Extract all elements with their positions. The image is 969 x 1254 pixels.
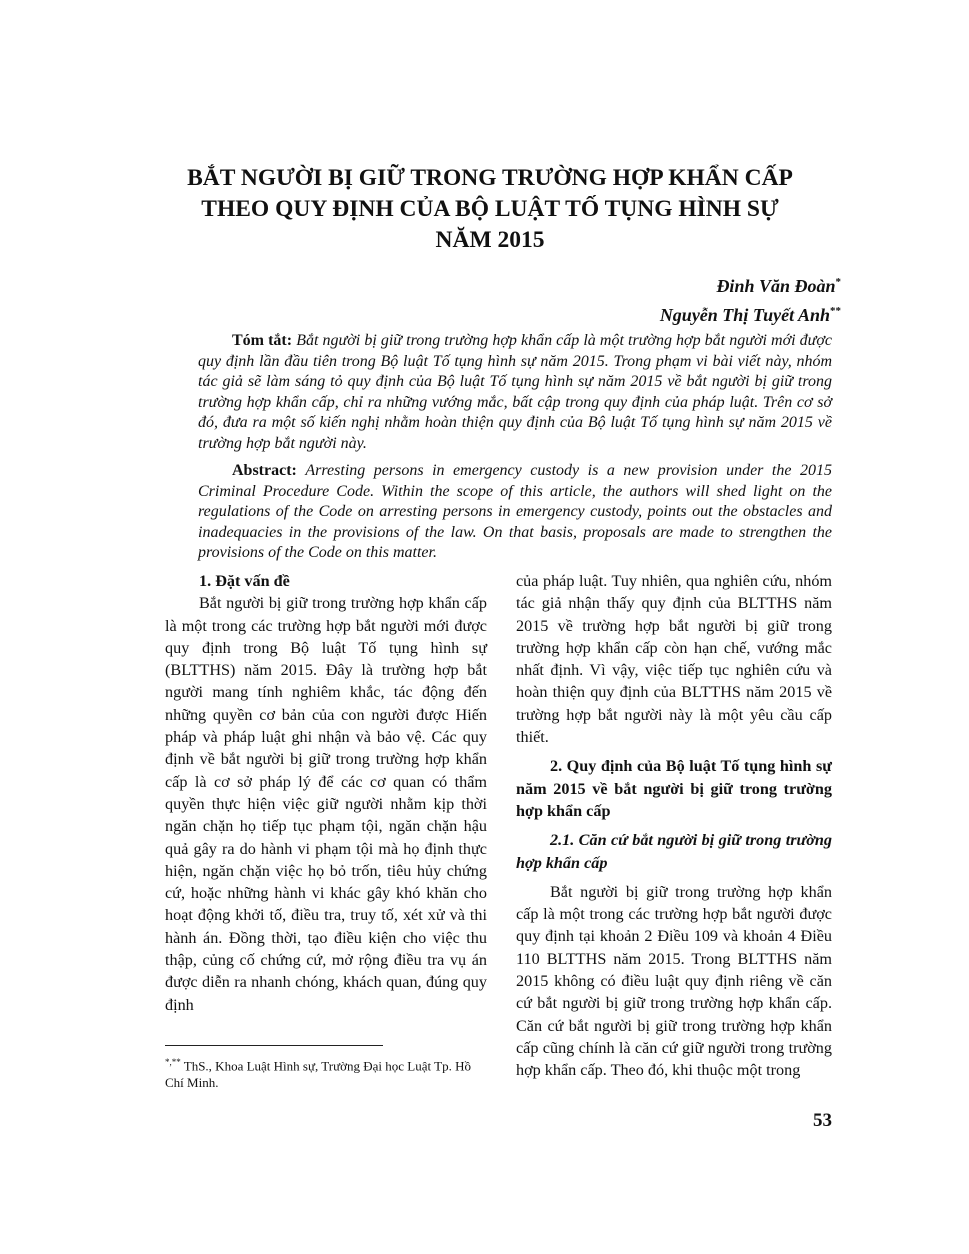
author-list — [660, 270, 841, 328]
abstract-english — [198, 461, 832, 564]
footnote — [165, 1054, 487, 1091]
left-column — [165, 570, 487, 1016]
title-line-2: THEO QUY ĐỊNH CỦA BỘ LUẬT TỐ TỤNG HÌNH SỰ — [201, 196, 779, 222]
abstract-en-text: Arresting persons in emergency custody is a new provision under the 2015 Criminal Procedure Code. Within the scope of this article, the authors will shed light on the regulations of the Code on arresting persons in emergency custody, points out the obstacles and inadequacies in the provisions of the law. On that basis, proposals are made to strengthen the provisions of the Code on this matter. — [198, 462, 832, 561]
section-1-continuation: của pháp luật. Tuy nhiên, qua nghiên cứu, nhóm tác giả nhận thấy quy định của BLTTHS năm 2015 về trường hợp bắt người bị giữ trong trường hợp khẩn cấp còn hạn chế, vướng mắc nhất định. Vì vậy, việc tiếp tục nghiên cứu và hoàn thiện quy định của BLTTHS năm 2015 về trường hợp bắt người này là một yêu cầu cấp thiết. — [516, 572, 832, 747]
section-1-heading: 1. Đặt vấn đề — [199, 572, 290, 590]
section-2-heading: 2. Quy định của Bộ luật Tố tụng hình sự năm 2015 về bắt người bị giữ trong trường hợp khẩn cấp — [516, 757, 832, 820]
footnote-text: ThS., Khoa Luật Hình sự, Trường Đại học Luật Tp. Hồ Chí Minh. — [165, 1058, 471, 1091]
section-2-1-heading: 2.1. Căn cứ bắt người bị giữ trong trường hợp khẩn cấp — [516, 831, 832, 872]
section-1-paragraph: Bắt người bị giữ trong trường hợp khẩn cấp là một trong các trường hợp bắt người mới được quy định trong Bộ luật Tố tụng hình sự (BLTTHS) năm 2015. Đây là trường hợp bắt người mang tính nghiêm khắc, tác động đến những quyền cơ bản của con người được Hiến pháp và pháp luật ghi nhận và bảo vệ. Các quy định về bắt người bị giữ trong trường hợp khẩn cấp là cơ sở pháp lý để các cơ quan có thẩm quyền thực hiện việc giữ người nhằm kịp thời ngăn chặn họ tiếp tục phạm tội, ngăn chặn hậu quả gây ra do hành vi phạm tội mà họ định thực hiện, ngăn chặn việc họ bỏ trốn, tiêu hủy chứng cứ, hoặc những hành vi khác gây khó khăn cho hoạt động khởi tố, điều tra, truy tố, xét xử và thi hành án. Đồng thời, tạo điều kiện cho việc thu thập, củng cố chứng cứ, mở rộng điều tra vụ án được diễn ra nhanh chóng, khách quan, đúng quy định — [165, 594, 487, 1014]
article-title — [160, 163, 820, 256]
author-1-mark: * — [835, 276, 841, 288]
author-1-name: Đinh Văn Đoàn — [716, 276, 836, 296]
title-line-1: BẮT NGƯỜI BỊ GIỮ TRONG TRƯỜNG HỢP KHẨN CẤP — [187, 165, 793, 191]
page-number: 53 — [813, 1110, 832, 1131]
abstract-en-label: Abstract: — [232, 462, 297, 479]
abstract-vietnamese — [198, 331, 832, 454]
footnote-marks: *,** — [165, 1057, 181, 1067]
abstract-vi-text: Bắt người bị giữ trong trường hợp khẩn cấp là một trường hợp bắt người mới được quy định lần đầu tiên trong Bộ luật Tố tụng hình sự năm 2015. Trong phạm vi bài viết này, nhóm tác giả sẽ làm sáng tỏ quy định của Bộ luật Tố tụng hình sự năm 2015 về bắt người bị giữ trong trường hợp khẩn cấp, chỉ ra những vướng mắc, bất cập trong quy định của pháp luật. Trên cơ sở đó, đưa ra một số kiến nghị nhằm hoàn thiện quy định của Bộ luật Tố tụng hình sự năm 2015 về trường hợp bắt người này. — [198, 332, 833, 452]
right-column — [516, 570, 832, 1082]
footnote-divider — [165, 1045, 383, 1046]
abstract-vi-label: Tóm tắt: — [232, 332, 293, 349]
author-2-name: Nguyễn Thị Tuyết Anh — [659, 305, 830, 325]
section-2-1-paragraph: Bắt người bị giữ trong trường hợp khẩn cấp là một trong các trường hợp bắt người được quy định tại khoản 2 Điều 109 và khoản 4 Điều 110 BLTTHS năm 2015. Trong BLTTHS năm 2015 không có điều luật quy định riêng về căn cứ bắt người bị giữ trong trường hợp khẩn cấp. Căn cứ bắt người bị giữ trong trường hợp khẩn cấp cũng chính là căn cứ giữ người trong trường hợp khẩn cấp. Theo đó, khi thuộc một trong — [516, 882, 832, 1080]
author-2 — [660, 299, 841, 328]
author-2-mark: ** — [830, 305, 841, 317]
author-1 — [660, 270, 841, 299]
title-line-3: NĂM 2015 — [435, 227, 545, 253]
